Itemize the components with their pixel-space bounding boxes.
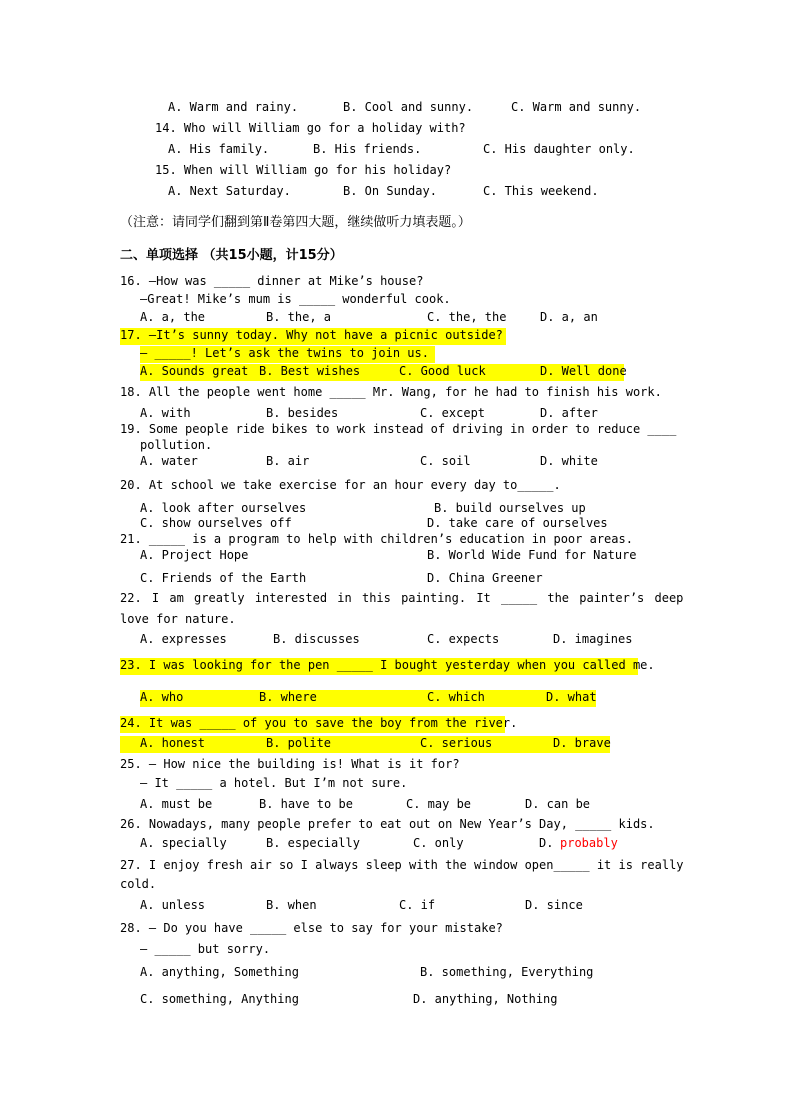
q25-option-b: B. have to be bbox=[259, 797, 353, 811]
q21-option-d: D. China Greener bbox=[427, 571, 543, 585]
q27-option-a: A. unless bbox=[140, 898, 206, 912]
q20-option-b: B. build ourselves up bbox=[434, 501, 586, 515]
q28-question: 28. — Do you have _____ else to say for your mistake? bbox=[120, 921, 503, 935]
q24-option-d: D. brave bbox=[553, 736, 611, 750]
q17-question: 17. —It’s sunny today. Why not have a picnic outside? bbox=[120, 328, 506, 345]
q24-option-a: A. honest bbox=[140, 736, 206, 750]
q28-answer-line: — _____ but sorry. bbox=[140, 942, 271, 956]
q21-question: 21. _____ is a program to help with children’s education in poor areas. bbox=[120, 532, 633, 546]
q21-option-b: B. World Wide Fund for Nature bbox=[427, 548, 637, 562]
q24-question: 24. It was _____ of you to save the boy from the river. bbox=[120, 716, 505, 733]
q28-option-c: C. something, Anything bbox=[140, 992, 299, 1006]
q22-option-d: D. imagines bbox=[553, 632, 633, 646]
q16-question: 16. —How was _____ dinner at Mike’s house? bbox=[120, 274, 424, 288]
q25-question: 25. — How nice the building is! What is it for? bbox=[120, 757, 460, 771]
q27-option-c: C. if bbox=[399, 898, 436, 912]
q22-question-cont: love for nature. bbox=[120, 612, 236, 626]
q22-question: 22. I am greatly interested in this painting. It _____ the painter’s deep bbox=[120, 591, 684, 605]
q23-options-highlight bbox=[140, 690, 596, 707]
q15-option-c: C. This weekend. bbox=[483, 184, 599, 198]
q18-option-d: D. after bbox=[540, 406, 598, 420]
q23-option-b: B. where bbox=[259, 690, 317, 704]
q18-option-b: B. besides bbox=[266, 406, 339, 420]
q25-answer-line: — It _____ a hotel. But I’m not sure. bbox=[140, 776, 408, 790]
q15-option-b: B. On Sunday. bbox=[343, 184, 437, 198]
q23-question: 23. I was looking for the pen _____ I bought yesterday when you called me. bbox=[120, 658, 638, 675]
q17-option-a: A. Sounds great bbox=[140, 364, 249, 378]
q13-option-a: A. Warm and rainy. bbox=[168, 100, 299, 114]
q23-option-c: C. which bbox=[427, 690, 485, 704]
q19-option-c: C. soil bbox=[420, 454, 471, 468]
q19-option-b: B. air bbox=[266, 454, 310, 468]
q26-option-d-label: D. bbox=[539, 836, 554, 850]
q25-option-d: D. can be bbox=[525, 797, 591, 811]
q26-option-c: C. only bbox=[413, 836, 464, 850]
q19-question-cont: pollution. bbox=[140, 438, 213, 452]
q18-question: 18. All the people went home _____ Mr. Wang, for he had to finish his work. bbox=[120, 385, 662, 399]
q21-option-a: A. Project Hope bbox=[140, 548, 249, 562]
q14-option-b: B. His friends. bbox=[313, 142, 422, 156]
q27-question-cont: cold. bbox=[120, 877, 157, 891]
q16-option-d: D. a, an bbox=[540, 310, 598, 324]
q27-question: 27. I enjoy fresh air so I always sleep with the window open_____ it is really bbox=[120, 858, 684, 872]
q20-option-d: D. take care of ourselves bbox=[427, 516, 608, 530]
q19-option-a: A. water bbox=[140, 454, 198, 468]
q16-answer-line: —Great! Mike’s mum is _____ wonderful cook. bbox=[140, 292, 451, 306]
q26-option-a: A. specially bbox=[140, 836, 227, 850]
q13-option-b: B. Cool and sunny. bbox=[343, 100, 474, 114]
q16-option-c: C. the, the bbox=[427, 310, 507, 324]
q26-question: 26. Nowadays, many people prefer to eat out on New Year’s Day, _____ kids. bbox=[120, 817, 655, 831]
q19-option-d: D. white bbox=[540, 454, 598, 468]
q17-option-b: B. Best wishes bbox=[259, 364, 361, 378]
q20-option-c: C. show ourselves off bbox=[140, 516, 292, 530]
q20-question: 20. At school we take exercise for an hour every day to_____. bbox=[120, 478, 561, 492]
q15-question: 15. When will William go for his holiday? bbox=[155, 163, 452, 177]
q24-option-b: B. polite bbox=[266, 736, 332, 750]
q17-option-c: C. Good luck bbox=[399, 364, 486, 378]
q22-option-a: A. expresses bbox=[140, 632, 227, 646]
q20-option-a: A. look after ourselves bbox=[140, 501, 307, 515]
q18-option-a: A. with bbox=[140, 406, 191, 420]
q23-option-d: D. what bbox=[546, 690, 597, 704]
q14-option-a: A. His family. bbox=[168, 142, 270, 156]
q24-option-c: C. serious bbox=[420, 736, 493, 750]
section-title: 二、单项选择 （共15小题，计15分） bbox=[120, 248, 343, 263]
q28-option-b: B. something, Everything bbox=[420, 965, 594, 979]
q28-option-d: D. anything, Nothing bbox=[413, 992, 558, 1006]
q14-question: 14. Who will William go for a holiday with? bbox=[155, 121, 466, 135]
q23-option-a: A. who bbox=[140, 690, 184, 704]
q15-option-a: A. Next Saturday. bbox=[168, 184, 291, 198]
q14-option-c: C. His daughter only. bbox=[483, 142, 635, 156]
q16-option-b: B. the, a bbox=[266, 310, 332, 324]
q28-option-a: A. anything, Something bbox=[140, 965, 299, 979]
q25-option-c: C. may be bbox=[406, 797, 472, 811]
notice: （注意：请同学们翻到第Ⅱ卷第四大题，继续做听力填表题。） bbox=[120, 215, 471, 230]
q26-option-b: B. especially bbox=[266, 836, 360, 850]
q22-option-b: B. discusses bbox=[273, 632, 360, 646]
q13-option-c: C. Warm and sunny. bbox=[511, 100, 642, 114]
q26-option-d-text: probably bbox=[560, 836, 618, 850]
q27-option-d: D. since bbox=[525, 898, 583, 912]
q22-option-c: C. expects bbox=[427, 632, 500, 646]
q18-option-c: C. except bbox=[420, 406, 486, 420]
q25-option-a: A. must be bbox=[140, 797, 213, 811]
q27-option-b: B. when bbox=[266, 898, 317, 912]
q21-option-c: C. Friends of the Earth bbox=[140, 571, 307, 585]
q17-option-d: D. Well done bbox=[540, 364, 627, 378]
q17-answer-line: — _____! Let’s ask the twins to join us. bbox=[140, 346, 435, 363]
q19-question: 19. Some people ride bikes to work instead of driving in order to reduce ____ bbox=[120, 422, 677, 436]
q16-option-a: A. a, the bbox=[140, 310, 206, 324]
